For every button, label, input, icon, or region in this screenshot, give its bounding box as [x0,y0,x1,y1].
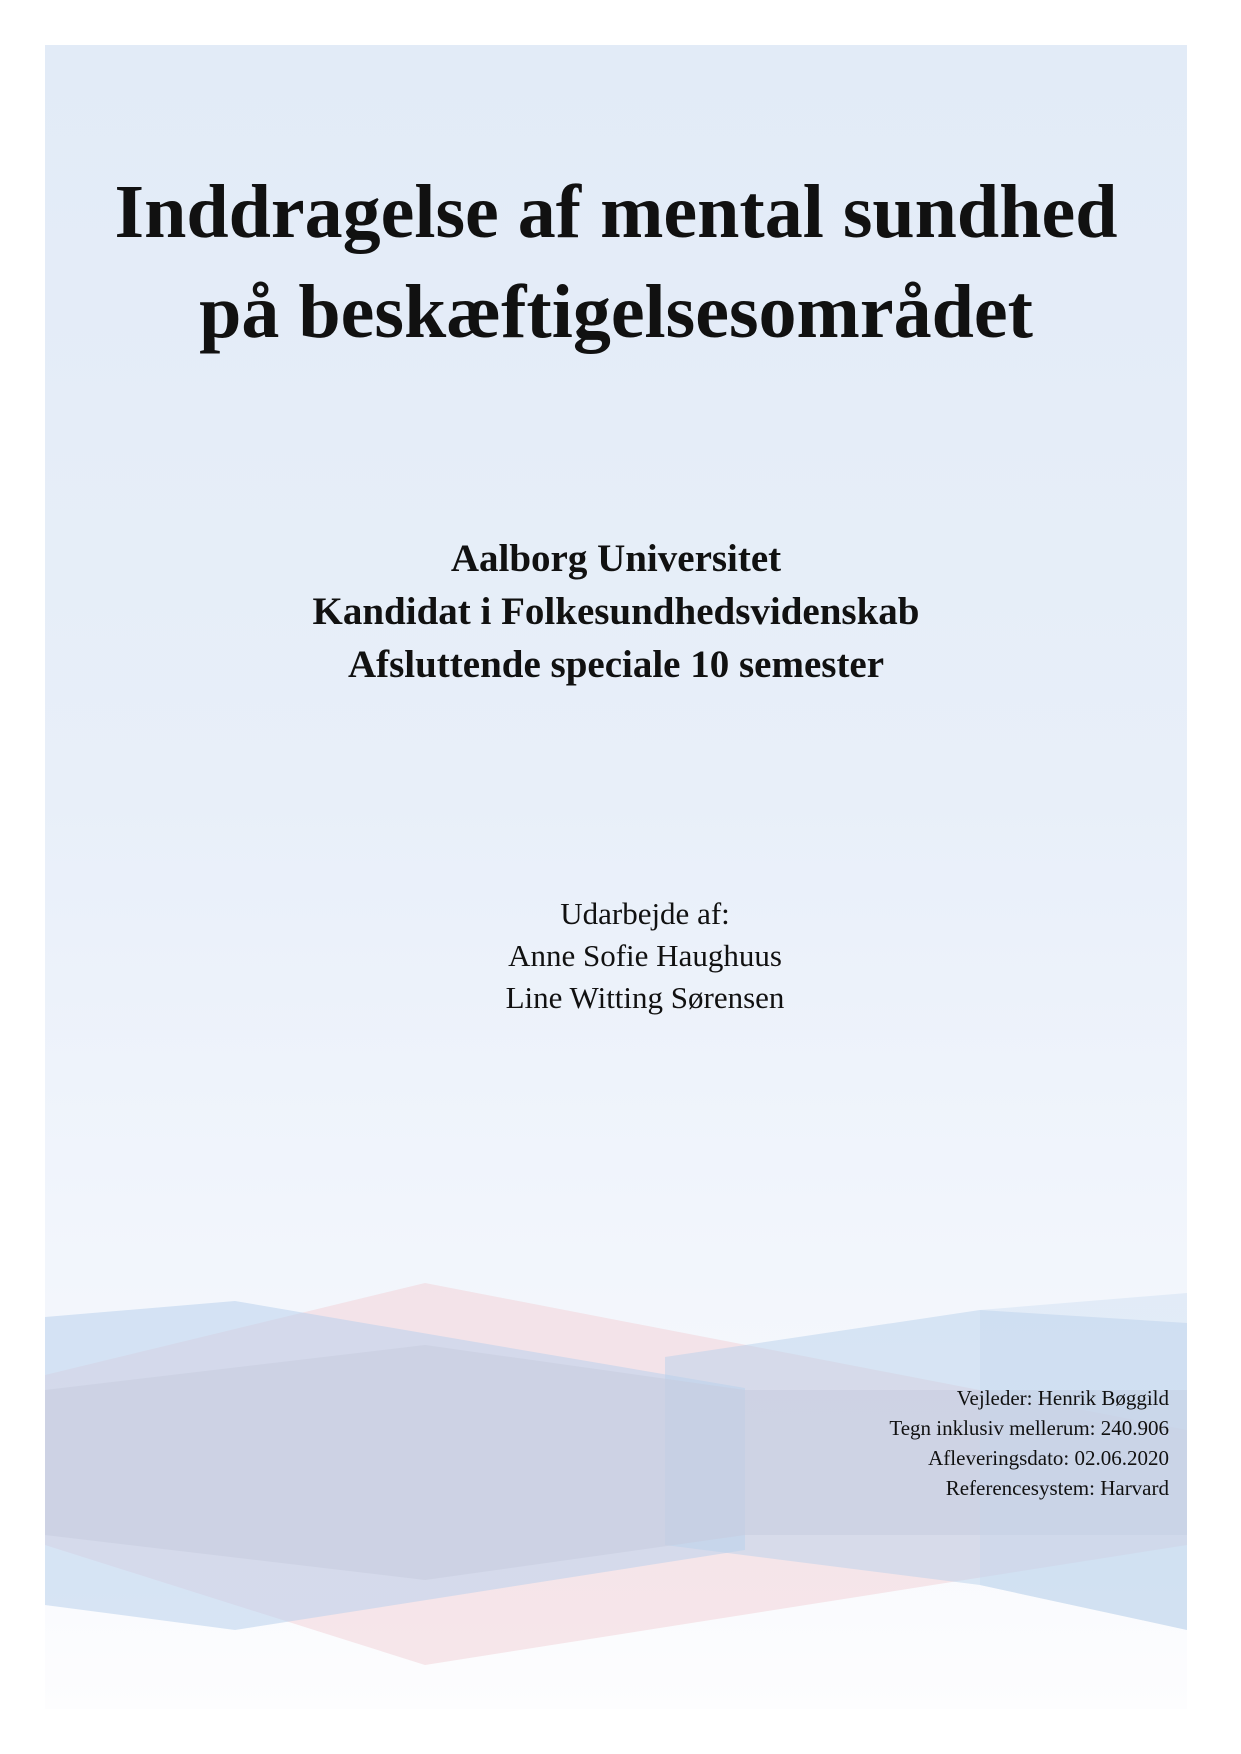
author-name: Anne Sofie Haughuus [508,938,782,973]
program-name: Kandidat i Folkesundhedsvidenskab [312,590,920,633]
character-count: Tegn inklusiv mellerum: 240.906 [889,1416,1169,1440]
reference-system: Referencesystem: Harvard [945,1476,1169,1500]
cover-page [45,45,1187,1709]
supervisor: Vejleder: Henrik Bøggild [956,1386,1169,1410]
authors-block [45,893,1187,1019]
authors-label: Udarbejde af: [560,896,730,931]
institution-block [45,532,1187,691]
title-line-2: på beskæftigelsesområdet [199,270,1033,354]
document-title [45,162,1187,362]
submission-date: Afleveringsdato: 02.06.2020 [928,1446,1169,1470]
title-line-1: Inddragelse af mental sundhed [114,170,1118,254]
meta-block [569,1383,1169,1503]
university-name: Aalborg Universitet [450,537,782,580]
author-name: Line Witting Sørensen [505,980,785,1015]
thesis-description: Afsluttende speciale 10 semester [347,643,885,686]
